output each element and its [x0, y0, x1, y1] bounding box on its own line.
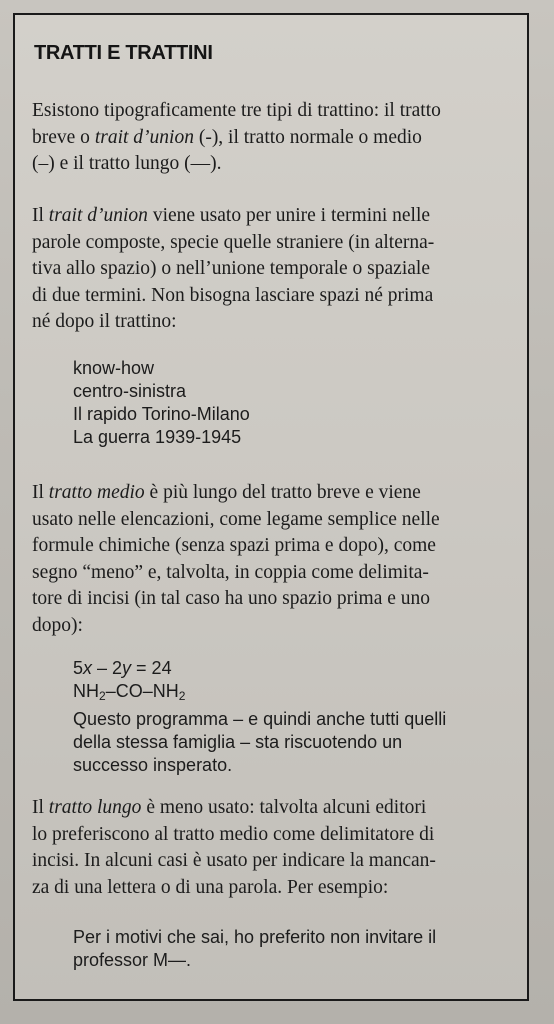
text-line: Esistono tipograficamente tre tipi di trattino: il tratto [32, 100, 441, 121]
text-line: incisi. In alcuni casi è usato per indicare la mancan- [32, 850, 436, 871]
example-line: centro-sinistra [73, 381, 187, 401]
text-line: breve o trait d’union (-), il tratto normale o medio [32, 126, 422, 148]
text-line: za di una lettera o di una parola. Per esempio: [32, 876, 389, 898]
formula-line: $NH_2-CO-NH_2$ [73, 681, 186, 703]
text-line: di due termini. Non bisogna lasciare spazi né prima [32, 284, 434, 306]
text-line: (–) e il tratto lungo (—). [32, 153, 222, 174]
text-line: Il trait d’union viene usato per unire i termini nelle [32, 205, 431, 226]
text-line: dopo): [32, 614, 83, 636]
example-line: successo insperato. [73, 755, 233, 775]
text-line: lo preferiscono al tratto medio come delimitatore di [32, 823, 435, 845]
text-line: tiva allo spazio) o nell’unione temporale o spaziale [32, 258, 430, 279]
paragraph-tratto-lungo [32, 795, 517, 901]
example-line: Per i motivi che sai, ho preferito non invitare il [73, 927, 437, 947]
text-line: segno “meno” e, talvolta, in coppia come delimita- [32, 561, 429, 583]
text-line: parole composte, specie quelle straniere (in alterna- [32, 231, 435, 253]
paragraph-intro [32, 98, 517, 178]
example-line: know-how [73, 358, 155, 378]
example-line: La guerra 1939-1945 [73, 427, 242, 447]
paragraph-trait-union [32, 203, 517, 336]
example-list-en-dash [73, 657, 446, 777]
equation-line: 5x – 2y = 24 [73, 658, 172, 678]
example-line: Questo programma – e quindi anche tutti quelli [73, 709, 447, 729]
text-line: né dopo il trattino: [32, 311, 177, 332]
example-list-hyphen [73, 357, 250, 449]
text-line: Il tratto medio è più lungo del tratto breve e viene [32, 482, 421, 503]
example-em-dash [73, 926, 436, 972]
example-line: Il rapido Torino-Milano [73, 404, 250, 424]
text-line: Il tratto lungo è meno usato: talvolta alcuni editori [32, 797, 427, 818]
text-line: tore di incisi (in tal caso ha uno spazio prima e uno [32, 588, 431, 609]
paragraph-tratto-medio [32, 480, 517, 639]
section-title: TRATTI E TRATTINI [34, 42, 213, 64]
text-line: formule chimiche (senza spazi prima e dopo), come [32, 535, 436, 556]
example-line: della stessa famiglia – sta riscuotendo un [73, 732, 403, 752]
text-line: usato nelle elencazioni, come legame semplice nelle [32, 508, 440, 530]
example-line: professor M—. [73, 950, 192, 970]
